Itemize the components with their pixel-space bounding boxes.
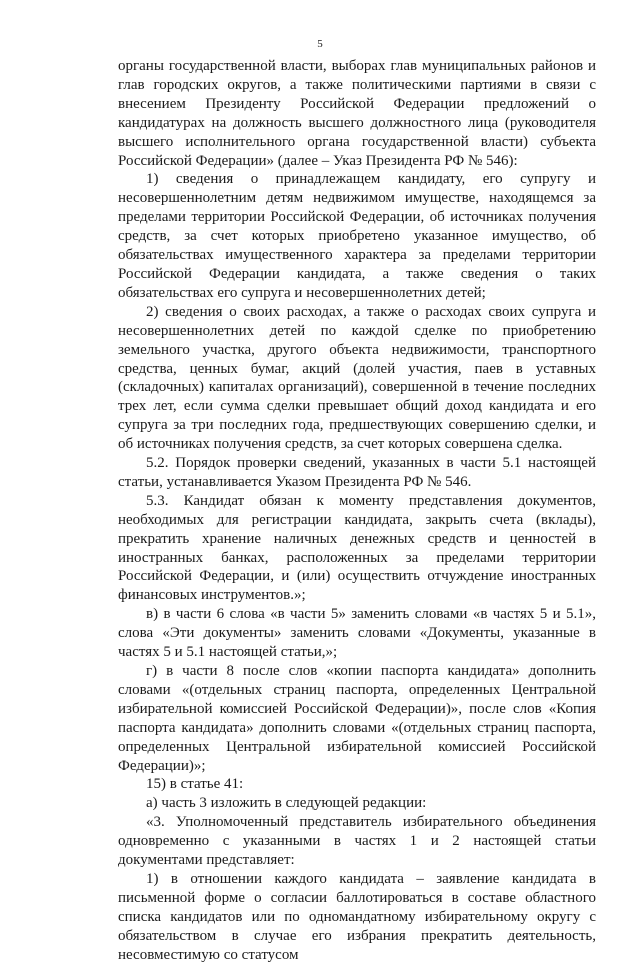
- paragraph-item-15: 15) в статье 41:: [146, 776, 244, 793]
- paragraph-5-2: 5.2. Порядок проверки сведений, указанных в части 5.1 настоящей статьи, устанавливается Указом Президента РФ № 546.: [118, 455, 596, 490]
- paragraph-item-2-expenses: 2) сведения о своих расходах, а также о расходах своих супруга и несовершеннолетних детей по каждой сделке по приобретению земельного участка, другого объекта недвижимости, транспортного средства, ценных бумаг, акций (долей участия, паев в уставных (складочных) капиталах организаций), совершенной в течение последних трех лет, если сумма сделки превышает общий доход кандидата и его супруга за три последних года, предшествующих совершению сделки, и об источниках получения средств, за счет которых совершена сделка.: [118, 303, 596, 453]
- paragraph-a-part-3: а) часть 3 изложить в следующей редакции:: [146, 795, 427, 812]
- paragraph-quote-item-1: 1) в отношении каждого кандидата – заявление кандидата в письменной форме о согласии баллотироваться в составе областного списка кандидатов или по одномандатному избирательному округу с обязательством в случае его избрания прекратить деятельность, несовместимую со статусом: [118, 870, 596, 963]
- page-number: 5: [317, 38, 323, 50]
- paragraph-quote-3: «3. Уполномоченный представитель избирательного объединения одновременно с указанными в частях 1 и 2 настоящей статьи документами представляет:: [118, 814, 596, 869]
- document-body: [118, 57, 596, 965]
- paragraph-g-part-8: г) в части 8 после слов «копии паспорта кандидата» дополнить словами «(отдельных страниц паспорта, определенных Центральной избирательной комиссией Российской Федерации)», после слов «Копия паспорта кандидата» дополнить словами «(отдельных страниц паспорта, определенных Центральной избирательной комиссией Российской Федерации)»;: [118, 663, 596, 774]
- paragraph-item-1-real-estate: 1) сведения о принадлежащем кандидату, его супругу и несовершеннолетним детям недвижимом имуществе, находящемся за пределами территории Российской Федерации, об источниках получения средств, за счет которых приобретено указанное имущество, об обязательствах имущественного характера за пределами территории Российской Федерации кандидата, а также сведения о таких обязательствах его супруга и несовершеннолетних детей;: [118, 171, 596, 301]
- paragraph-intro-continuation: органы государственной власти, выборах глав муниципальных районов и глав городских округов, а также политическими партиями в связи с внесением Президенту Российской Федерации предложений о кандидатурах на должность высшего должностного лица (руководителя высшего исполнительного органа государственной власти) субъекта Российской Федерации» (далее – Указ Президента РФ № 546):: [118, 58, 596, 169]
- paragraph-v-part-6: в) в части 6 слова «в части 5» заменить словами «в частях 5 и 5.1», слова «Эти документы» заменить словами «Документы, указанные в частях 5 и 5.1 настоящей статьи,»;: [118, 606, 596, 661]
- paragraph-5-3: 5.3. Кандидат обязан к моменту представления документов, необходимых для регистрации кандидата, закрыть счета (вклады), прекратить хранение наличных денежных средств и ценностей в иностранных банках, расположенных за пределами территории Российской Федерации, и (или) осуществить отчуждение иностранных финансовых инструментов.»;: [118, 492, 596, 604]
